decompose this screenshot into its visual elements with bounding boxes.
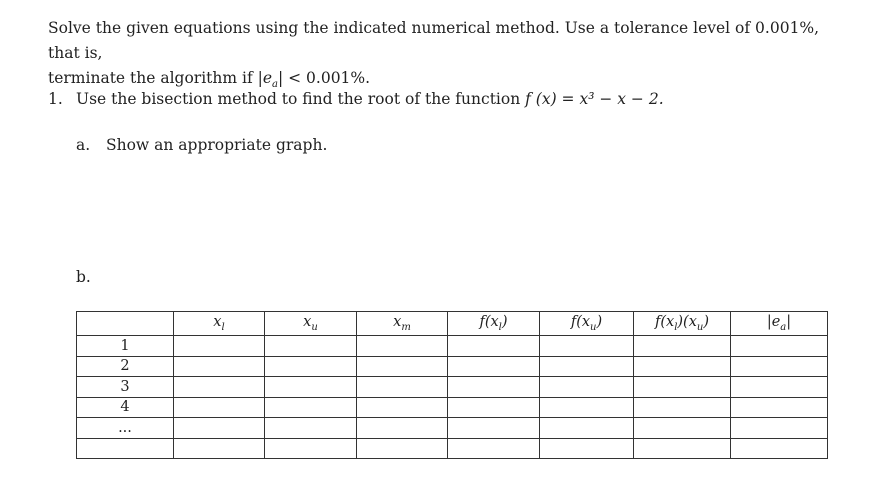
table-cell (265, 438, 357, 459)
iteration-cell: 4 (77, 397, 174, 418)
table-cell (731, 438, 828, 459)
header-xu: $x_u$ (265, 312, 357, 336)
iteration-cell (77, 438, 174, 459)
header-iteration (77, 312, 174, 336)
table-cell (265, 377, 357, 398)
table-cell (265, 356, 357, 377)
table-cell (265, 336, 357, 357)
table-cell (634, 377, 731, 398)
table-cell (357, 397, 448, 418)
table-cell (174, 377, 265, 398)
table-cell (448, 336, 540, 357)
header-xm: $x_m$ (357, 312, 448, 336)
table-cell (174, 418, 265, 439)
table-cell (174, 397, 265, 418)
table-cell (448, 377, 540, 398)
header-f-xu: $f(x_u)$ (540, 312, 634, 336)
instructions-line-2-text: terminate the algorithm if (48, 69, 258, 87)
table-cell (448, 356, 540, 377)
table-cell (540, 397, 634, 418)
table-row (77, 336, 828, 357)
part-b (76, 268, 91, 286)
table-row (77, 377, 828, 398)
table-cell (357, 438, 448, 459)
table-cell (540, 336, 634, 357)
header-ea: $|e_a|$ (731, 312, 828, 336)
iteration-cell: ... (77, 418, 174, 439)
iteration-cell: 2 (77, 356, 174, 377)
table-cell (540, 418, 634, 439)
table-cell (448, 418, 540, 439)
table-row (77, 418, 828, 439)
table-cell (634, 418, 731, 439)
question-1 (48, 90, 664, 108)
function-expression: f (x) = x³ − x − 2. (525, 90, 664, 108)
table-header-row (77, 312, 828, 336)
part-a-label: a. (76, 136, 91, 154)
header-f-xl: $f(x_l)$ (448, 312, 540, 336)
question-1-number: 1. (48, 90, 63, 108)
table-cell (540, 377, 634, 398)
instructions (48, 16, 848, 97)
table-cell (448, 438, 540, 459)
table-cell (448, 397, 540, 418)
table-row (77, 397, 828, 418)
table-row (77, 438, 828, 459)
table-cell (731, 377, 828, 398)
table-cell (540, 438, 634, 459)
table-row (77, 356, 828, 377)
iteration-cell: 1 (77, 336, 174, 357)
table-cell (540, 356, 634, 377)
table-cell (265, 418, 357, 439)
header-xl: $x_l$ (174, 312, 265, 336)
table-cell (357, 377, 448, 398)
instructions-line-1: Solve the given equations using the indicated numerical method. Use a tolerance level of 0.001%, that is, (48, 19, 820, 62)
table-cell (731, 397, 828, 418)
table-cell (731, 356, 828, 377)
table-cell (174, 356, 265, 377)
part-b-label: b. (76, 268, 91, 286)
iteration-cell: 3 (77, 377, 174, 398)
table-cell (634, 356, 731, 377)
header-f-xl-xu: $f(x_l)(x_u)$ (634, 312, 731, 336)
table-cell (731, 418, 828, 439)
iteration-table (76, 311, 828, 459)
table-cell (634, 397, 731, 418)
table-cell (357, 336, 448, 357)
table-cell (174, 336, 265, 357)
question-1-text: Use the bisection method to find the root of the function (76, 90, 526, 108)
part-a-text: Show an appropriate graph. (106, 136, 328, 154)
table-cell (174, 438, 265, 459)
table-cell (731, 336, 828, 357)
table-cell (634, 438, 731, 459)
table-cell (357, 418, 448, 439)
tolerance-expression: $|e_a| < 0.001\%$. (257, 69, 371, 91)
table-cell (265, 397, 357, 418)
table-cell (634, 336, 731, 357)
part-a (76, 136, 327, 154)
table-cell (357, 356, 448, 377)
